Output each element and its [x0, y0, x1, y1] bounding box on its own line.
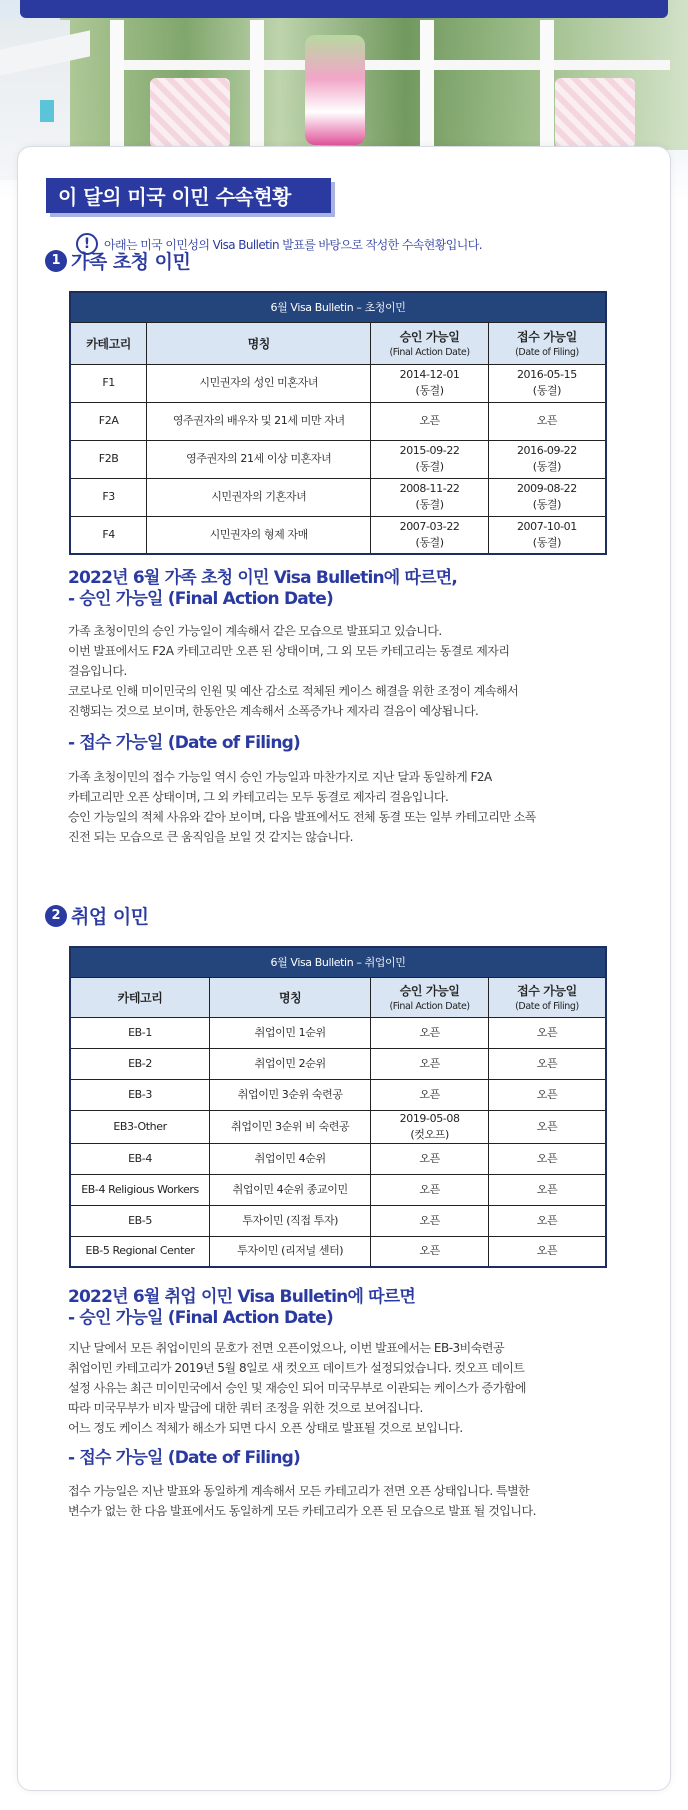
cell-category-value: F2A [98, 414, 119, 427]
cell-category [70, 1110, 210, 1143]
table-caption: 6월 Visa Bulletin – 취업이민 [70, 947, 606, 977]
col-header-category: 카테고리 [70, 322, 147, 364]
cell-name [210, 1143, 371, 1174]
hero-birdhouse [40, 100, 54, 122]
notice-text: 아래는 미국 이민성의 Visa Bulletin 발표를 바탕으로 작성한 수속현황입니다. [104, 237, 482, 252]
cell-filing [488, 1236, 606, 1267]
cell-filing-value: 오픈 [536, 1213, 558, 1227]
cell-name-value: 취업이민 3순위 숙련공 [237, 1087, 343, 1101]
cell-final-action-value: 오픈 [419, 1087, 440, 1101]
cell-final-action [371, 1110, 489, 1143]
cell-filing-value: 오픈 [536, 1056, 558, 1070]
cell-filing [488, 1110, 606, 1143]
cell-category [70, 1017, 210, 1048]
cell-filing [488, 1143, 606, 1174]
cell-category-value: F2B [98, 452, 119, 465]
family-visa-table [69, 291, 607, 555]
cell-category [70, 1205, 210, 1236]
col-header-category: 카테고리 [70, 977, 210, 1017]
cell-name [210, 1017, 371, 1048]
cell-filing-value: 오픈 [536, 1151, 558, 1165]
paragraph-line: 취업이민 카테고리가 2019년 5월 8일로 새 컷오프 데이트가 설정되었습니다. 컷오프 데이트 [68, 1361, 525, 1375]
cell-name-value: 취업이민 3순위 비 숙련공 [231, 1119, 350, 1133]
table-row [70, 1174, 606, 1205]
cell-final-action-value: 2019-05-08 [399, 1111, 460, 1125]
hero-post [250, 20, 264, 160]
cell-final-action-note: (컷오프) [410, 1127, 449, 1141]
cell-final-action [371, 1143, 489, 1174]
family-final-paragraph [68, 621, 628, 721]
cell-name [210, 1174, 371, 1205]
cell-name-value: 투자이민 (직접 투자) [242, 1213, 339, 1227]
cell-category-value: F4 [102, 527, 115, 541]
page-title-box [46, 178, 331, 213]
table-row [70, 516, 606, 554]
cell-name [210, 1048, 371, 1079]
table-row [70, 440, 606, 478]
section-heading-label: 취업 이민 [71, 906, 149, 928]
employment-filing-subtitle: - 접수 가능일 (Date of Filing) [68, 1448, 300, 1468]
cell-category-value: EB-5 [128, 1213, 152, 1227]
cell-category [70, 1236, 210, 1267]
family-analysis-title: 2022년 6월 가족 초청 이민 Visa Bulletin에 따르면, [68, 568, 458, 588]
table-row [70, 1143, 606, 1174]
cell-final-action-value: 2008-11-22 [399, 482, 460, 495]
col-header-name: 명칭 [147, 322, 371, 364]
paragraph-line: 코로나로 인해 미이민국의 인원 및 예산 감소로 적체된 케이스 해결을 위한 조정이 계속해서 [68, 684, 519, 698]
cell-final-action-note: (동결) [415, 384, 444, 397]
cell-final-action-value: 오픈 [419, 1151, 440, 1165]
cell-filing [488, 516, 606, 554]
paragraph-line: 어느 정도 케이스 적체가 해소가 되면 다시 오픈 상태로 발표될 것으로 보입니다. [68, 1421, 463, 1435]
page-title: 이 달의 미국 이민 수속현황 [58, 185, 291, 209]
cell-final-action-note: (동결) [415, 498, 444, 511]
cell-name-value: 취업이민 4순위 [254, 1151, 326, 1165]
hero-chair [555, 78, 635, 148]
section-heading-employment [45, 902, 149, 929]
paragraph-line: 가족 초청이민의 접수 가능일 역시 승인 가능일과 마찬가지로 지난 달과 동일하게 F2A [68, 770, 492, 784]
table-row [70, 1048, 606, 1079]
col-header-final-label: 승인 가능일 [399, 330, 460, 344]
cell-category [70, 478, 147, 516]
cell-name-value: 영주권자의 21세 이상 미혼자녀 [186, 452, 332, 465]
cell-category-value: F3 [102, 490, 115, 503]
family-filing-subtitle: - 접수 가능일 (Date of Filing) [68, 733, 300, 753]
cell-category [70, 1174, 210, 1205]
table-row [70, 402, 606, 440]
table-row [70, 478, 606, 516]
paragraph-line: 설정 사유는 최근 미이민국에서 승인 및 재승인 되어 미국무부로 이관되는 케이스가 증가함에 [68, 1381, 526, 1395]
cell-name-value: 시민권자의 성인 미혼자녀 [199, 376, 319, 389]
cell-category-value: EB-5 Regional Center [85, 1244, 195, 1258]
cell-final-action [371, 1205, 489, 1236]
section-heading-family [45, 247, 190, 274]
cell-filing-value: 오픈 [536, 1119, 558, 1133]
col-header-final-label: 승인 가능일 [399, 984, 460, 998]
paragraph-line: 진행되는 것으로 보이며, 한동안은 계속해서 소폭증가나 제자리 걸음이 예상됩니다. [68, 704, 479, 718]
cell-filing-value: 오픈 [536, 1182, 558, 1196]
cell-final-action-value: 오픈 [419, 1025, 440, 1039]
table-row [70, 1110, 606, 1143]
col-header-filing [488, 322, 606, 364]
section-heading-label: 가족 초청 이민 [71, 251, 191, 273]
table-caption: 6월 Visa Bulletin – 초청이민 [70, 292, 606, 322]
cell-final-action [371, 364, 489, 402]
cell-final-action [371, 1017, 489, 1048]
cell-final-action [371, 1048, 489, 1079]
cell-category [70, 440, 147, 478]
col-header-final-action [371, 977, 489, 1017]
cell-final-action-value: 2007-03-22 [399, 519, 460, 533]
col-header-name: 명칭 [210, 977, 371, 1017]
cell-name [147, 402, 371, 440]
cell-name-value: 취업이민 4순위 종교이민 [232, 1182, 348, 1196]
cell-name [147, 364, 371, 402]
cell-name [210, 1079, 371, 1110]
cell-final-action-value: 오픈 [419, 414, 440, 427]
cell-filing [488, 1174, 606, 1205]
hero-post [420, 20, 434, 160]
cell-filing-value: 2007-10-01 [516, 519, 577, 533]
cell-final-action [371, 478, 489, 516]
cell-name-value: 취업이민 2순위 [254, 1056, 326, 1070]
cell-category [70, 364, 147, 402]
cell-filing [488, 440, 606, 478]
employment-final-subtitle: - 승인 가능일 (Final Action Date) [68, 1308, 333, 1328]
col-header-final-action [371, 322, 489, 364]
cell-filing [488, 402, 606, 440]
paragraph-line: 접수 가능일은 지난 발표와 동일하게 계속해서 모든 카테고리가 전면 오픈 상태입니다. 특별한 [68, 1484, 530, 1498]
cell-final-action-value: 오픈 [419, 1182, 440, 1196]
cell-name-value: 투자이민 (리저널 센터) [237, 1244, 344, 1258]
cell-category [70, 1048, 210, 1079]
cell-final-action-value: 오픈 [419, 1213, 440, 1227]
col-header-filing-sub: (Date of Filing) [515, 347, 579, 358]
cell-filing-value: 2016-09-22 [516, 444, 577, 457]
col-header-filing-sub: (Date of Filing) [515, 1001, 579, 1012]
hero-flower-basket [305, 35, 365, 145]
cell-name [147, 478, 371, 516]
cell-filing-note: (동결) [532, 460, 562, 473]
cell-final-action [371, 516, 489, 554]
cell-category [70, 402, 147, 440]
cell-category-value: EB-4 Religious Workers [81, 1182, 199, 1196]
col-header-final-sub: (Final Action Date) [389, 347, 470, 358]
paragraph-line: 이번 발표에서도 F2A 카테고리만 오픈 된 상태이며, 그 외 모든 카테고리는 동결로 제자리 [68, 644, 510, 658]
cell-filing-note: (동결) [532, 498, 562, 511]
employment-filing-paragraph [68, 1481, 628, 1521]
hero-porch-rail [110, 60, 670, 70]
cell-filing-note: (동결) [532, 384, 562, 397]
cell-filing-value: 오픈 [536, 1025, 558, 1039]
cell-final-action-note: (동결) [415, 460, 444, 473]
cell-final-action-value: 2015-09-22 [399, 444, 460, 457]
cell-category-value: F1 [102, 376, 115, 389]
paragraph-line: 지난 달에서 모든 취업이민의 문호가 전면 오픈이었으나, 이번 발표에서는 EB-3비숙련공 [68, 1341, 505, 1355]
col-header-filing-label: 접수 가능일 [517, 984, 577, 998]
hero-post [540, 20, 554, 160]
section-number-badge: 1 [45, 250, 67, 272]
col-header-filing [488, 977, 606, 1017]
cell-category-value: EB-2 [128, 1056, 152, 1070]
cell-category-value: EB-1 [128, 1025, 152, 1039]
top-accent-bar [20, 0, 668, 18]
employment-analysis-title: 2022년 6월 취업 이민 Visa Bulletin에 따르면 [68, 1287, 416, 1307]
cell-category-value: EB3-Other [113, 1119, 167, 1133]
cell-final-action-value: 오픈 [419, 1056, 440, 1070]
cell-name [210, 1236, 371, 1267]
section-number-badge: 2 [45, 905, 67, 927]
cell-final-action-value: 오픈 [419, 1244, 440, 1258]
cell-filing [488, 1079, 606, 1110]
cell-final-action [371, 1236, 489, 1267]
cell-name-value: 영주권자의 배우자 및 21세 미만 자녀 [172, 414, 345, 427]
cell-name-value: 취업이민 1순위 [254, 1025, 326, 1039]
cell-category [70, 516, 147, 554]
employment-final-paragraph [68, 1338, 628, 1438]
cell-final-action [371, 440, 489, 478]
table-row [70, 364, 606, 402]
cell-filing [488, 1205, 606, 1236]
cell-filing-value: 2016-05-15 [516, 368, 577, 381]
cell-category [70, 1143, 210, 1174]
paragraph-line: 따라 미국무부가 비자 발급에 대한 쿼터 조정을 위한 것으로 보여집니다. [68, 1401, 423, 1415]
exclamation-circle-icon: ! [76, 233, 98, 255]
table-row [70, 1079, 606, 1110]
cell-filing-value: 2009-08-22 [516, 482, 577, 495]
col-header-final-sub: (Final Action Date) [389, 1001, 470, 1012]
col-header-filing-label: 접수 가능일 [517, 330, 577, 344]
cell-final-action [371, 1174, 489, 1205]
family-filing-paragraph [68, 767, 628, 847]
cell-filing [488, 478, 606, 516]
employment-visa-table [69, 946, 607, 1268]
cell-final-action-note: (동결) [415, 535, 444, 549]
table-row [70, 1017, 606, 1048]
table-row [70, 1236, 606, 1267]
hero-chair [150, 78, 230, 148]
cell-category [70, 1079, 210, 1110]
cell-final-action [371, 1079, 489, 1110]
paragraph-line: 진전 되는 모습으로 큰 움직임을 보일 것 같지는 않습니다. [68, 830, 353, 844]
cell-filing [488, 364, 606, 402]
cell-category-value: EB-4 [128, 1151, 152, 1165]
table-row [70, 1205, 606, 1236]
cell-final-action [371, 402, 489, 440]
paragraph-line: 카테고리만 오픈 상태이며, 그 외 카테고리는 모두 동결로 제자리 걸음입니다. [68, 790, 449, 804]
cell-name [210, 1110, 371, 1143]
hero-post [110, 20, 124, 160]
paragraph-line: 가족 초청이민의 승인 가능일이 계속해서 같은 모습으로 발표되고 있습니다. [68, 624, 442, 638]
cell-final-action-value: 2014-12-01 [399, 368, 460, 381]
cell-category-value: EB-3 [128, 1087, 152, 1101]
cell-name [210, 1205, 371, 1236]
cell-filing [488, 1017, 606, 1048]
cell-filing-value: 오픈 [536, 1244, 558, 1258]
paragraph-line: 걸음입니다. [68, 664, 127, 678]
family-final-subtitle: - 승인 가능일 (Final Action Date) [68, 589, 333, 609]
cell-filing [488, 1048, 606, 1079]
cell-name-value: 시민권자의 기혼자녀 [211, 490, 307, 503]
paragraph-line: 변수가 없는 한 다음 발표에서도 동일하게 모든 카테고리가 오픈 된 모습으로 발표 될 것입니다. [68, 1504, 536, 1518]
cell-name [147, 516, 371, 554]
cell-filing-value: 오픈 [536, 1087, 558, 1101]
cell-filing-value: 오픈 [536, 414, 558, 427]
content-card [17, 146, 671, 1791]
paragraph-line: 승인 가능일의 적체 사유와 같아 보이며, 다음 발표에서도 전체 동결 또는 일부 카테고리만 소폭 [68, 810, 536, 824]
cell-filing-note: (동결) [532, 535, 562, 549]
cell-name-value: 시민권자의 형제 자매 [209, 527, 308, 541]
cell-name [147, 440, 371, 478]
